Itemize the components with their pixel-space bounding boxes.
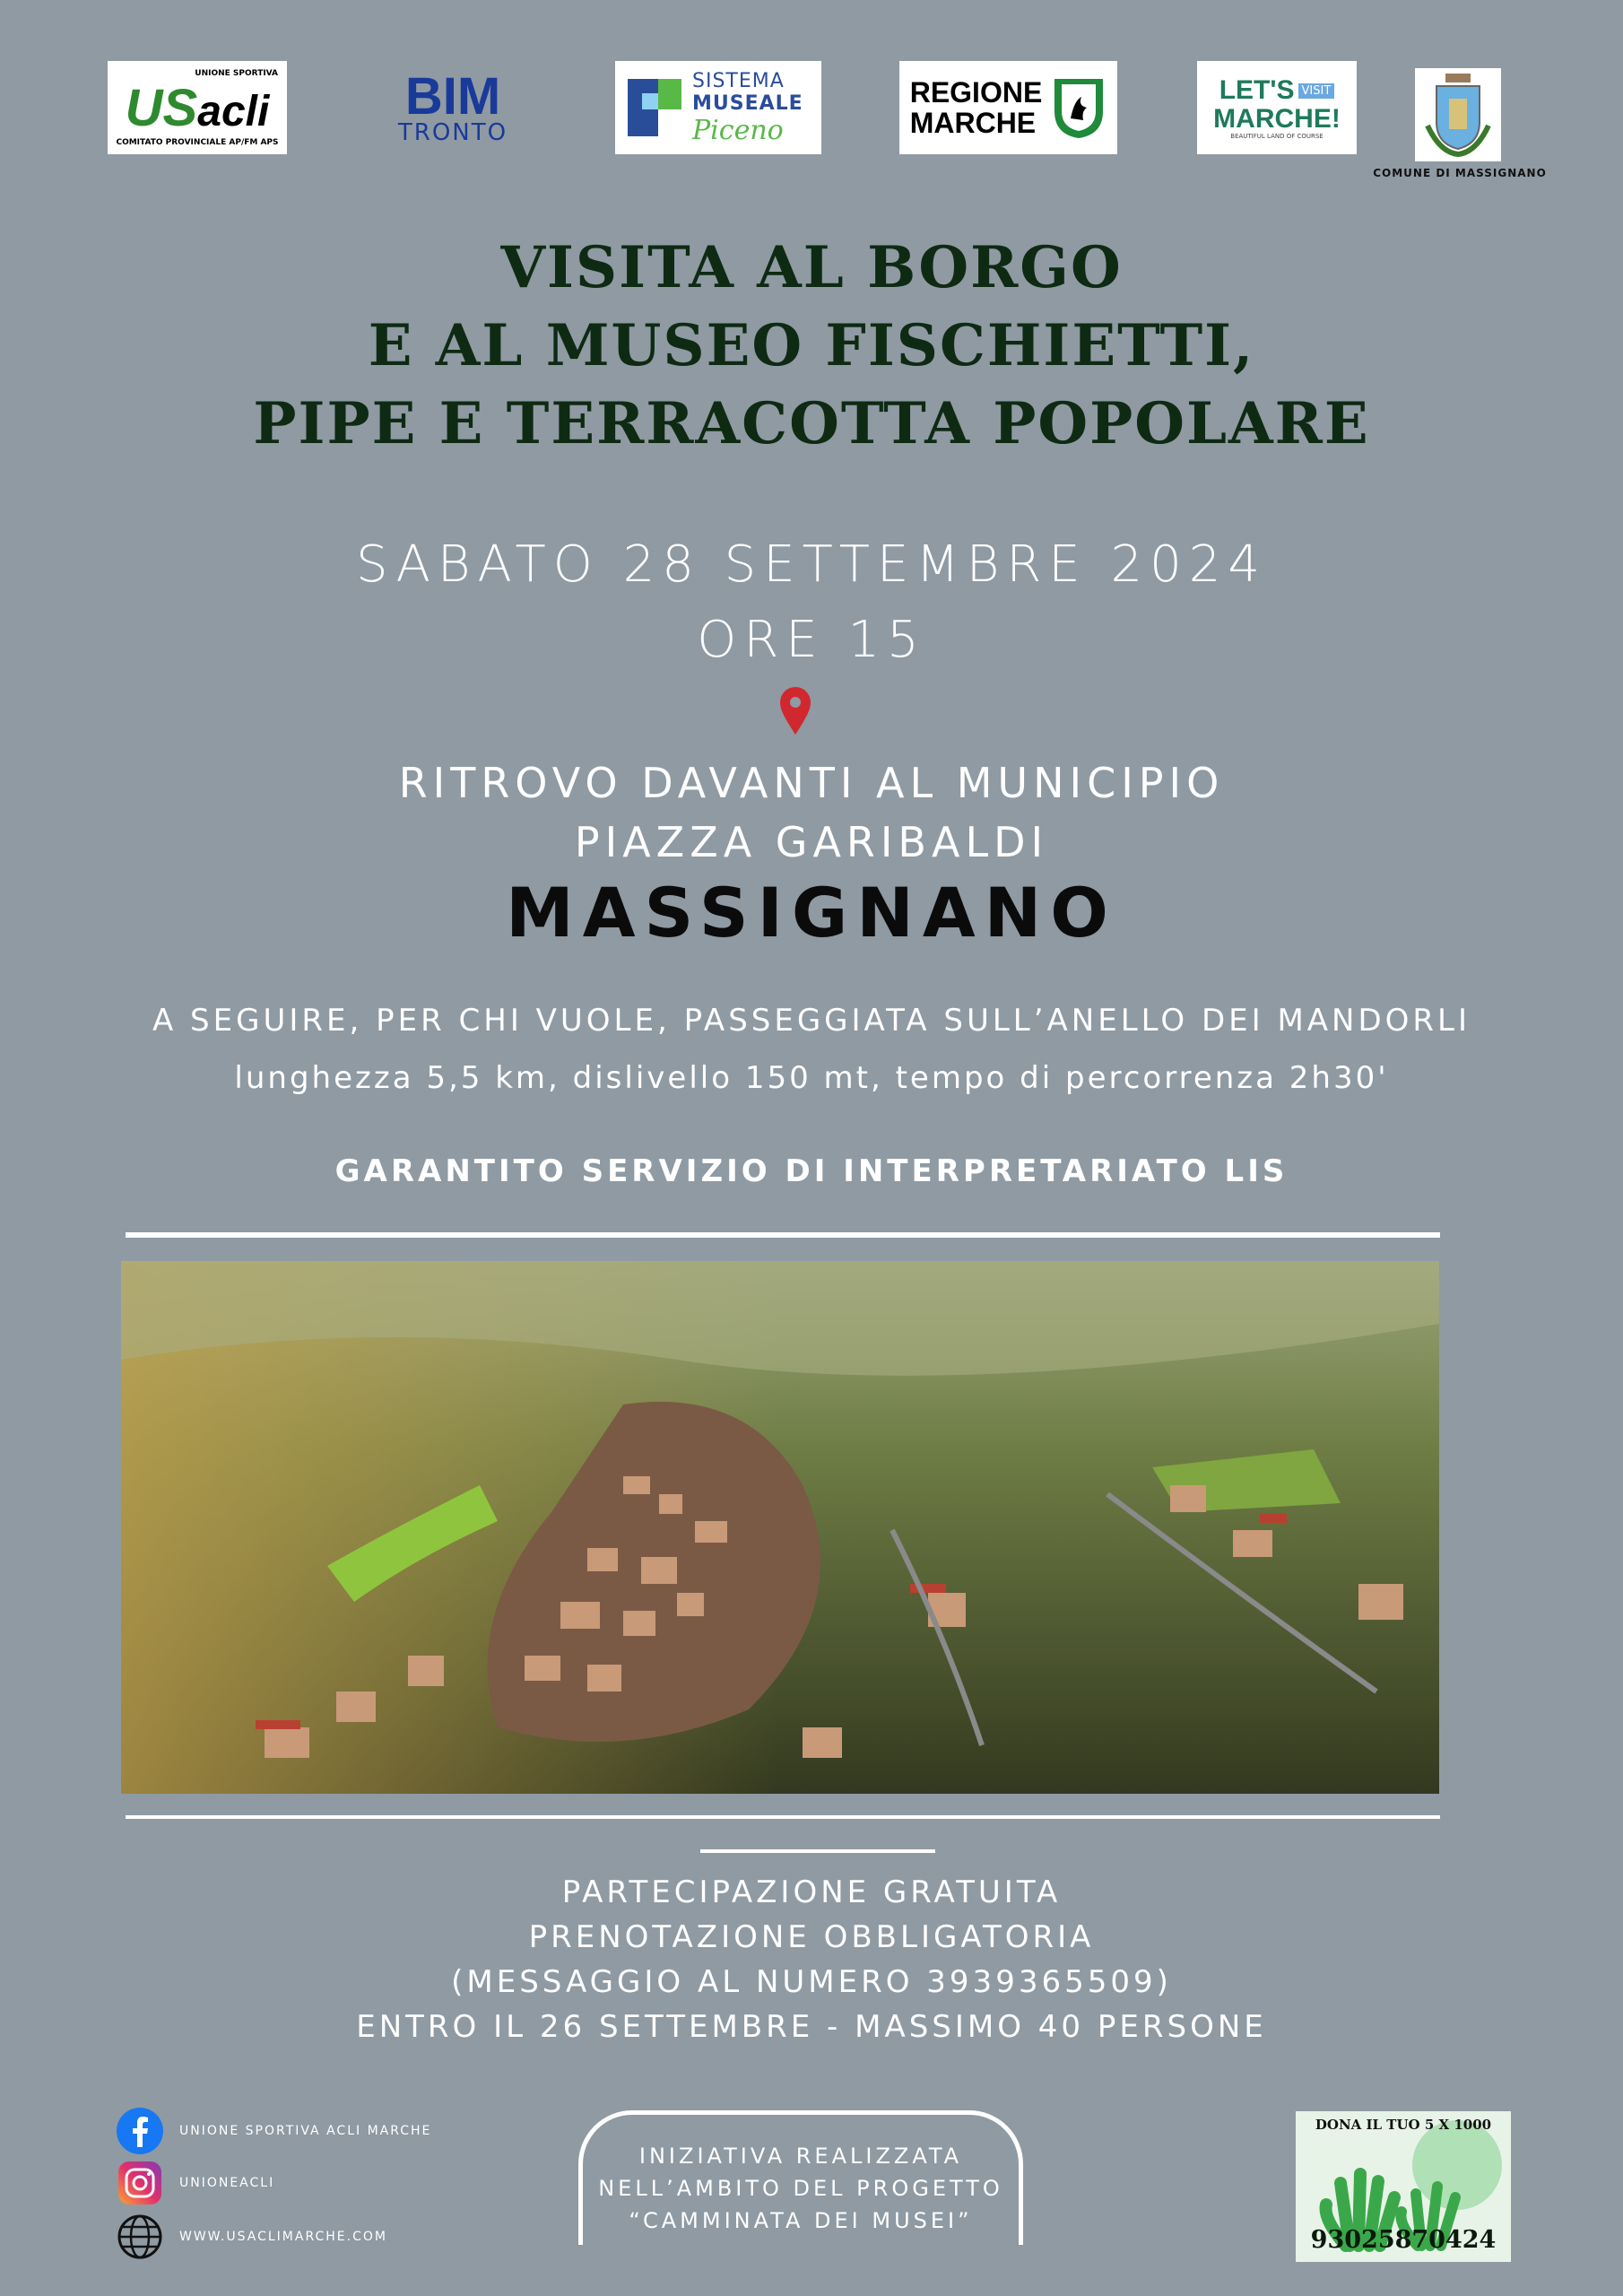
- regione-marche-shield-icon: [1051, 75, 1107, 140]
- facebook-label: UNIONE SPORTIVA ACLI MARCHE: [179, 2124, 432, 2138]
- sistema-museale-mark-icon: [624, 72, 687, 144]
- participation-info: [0, 1870, 1623, 2049]
- participation-line-3: (MESSAGGIO AL NUMERO 3939365509): [451, 1964, 1172, 2000]
- comune-massignano-caption: COMUNE DI MASSIGNANO: [1373, 167, 1547, 179]
- initiative-line-3: “CAMMINATA DEI MUSEI”: [629, 2208, 973, 2233]
- walk-info: A SEGUIRE, PER CHI VUOLE, PASSEGGIATA SULL’ANELLO DEI MANDORLI: [152, 1003, 1471, 1039]
- initiative-line-1: INIZIATIVA REALIZZATA: [638, 2144, 963, 2169]
- event-city: MASSIGNANO: [506, 873, 1117, 952]
- facebook-icon: [117, 2108, 163, 2154]
- lis-service: GARANTITO SERVIZIO DI INTERPRETARIATO LIS: [334, 1153, 1289, 1189]
- usacli-logo: UNIONE SPORTIVA US acli COMITATO PROVINCIALE AP/FM APS: [108, 61, 287, 154]
- instagram-icon: [117, 2160, 163, 2206]
- initiative-box: [578, 2110, 1023, 2245]
- walk-stats: lunghezza 5,5 km, dislivello 150 mt, tempo di percorrenza 2h30': [234, 1060, 1389, 1096]
- location-pin-icon: [778, 686, 812, 736]
- title-line-2: E AL MUSEO FISCHIETTI,: [368, 312, 1255, 379]
- divider-top: [126, 1232, 1440, 1238]
- event-title: [0, 229, 1623, 463]
- instagram-label: UNIONEACLI: [179, 2176, 275, 2190]
- event-date: SABATO 28 SETTEMBRE 2024: [355, 535, 1267, 594]
- website-label: WWW.USACLIMARCHE.COM: [179, 2230, 387, 2244]
- sistema-museale-logo: SISTEMA MUSEALE Piceno: [615, 61, 821, 154]
- social-instagram[interactable]: [117, 2160, 274, 2206]
- participation-line-1: PARTECIPAZIONE GRATUITA: [561, 1874, 1062, 1910]
- globe-icon: [117, 2213, 163, 2260]
- lets-visit-marche-logo: LET'S VISIT MARCHE! BEAUTIFUL LAND OF COURSE: [1197, 61, 1357, 154]
- initiative-line-2: NELL’AMBITO DEL PROGETTO: [598, 2176, 1003, 2201]
- participation-line-2: PRENOTAZIONE OBBLIGATORIA: [528, 1919, 1095, 1955]
- donation-code: 93025870424: [1310, 2226, 1497, 2254]
- comune-massignano-crest: [1415, 68, 1501, 161]
- participation-line-4: ENTRO IL 26 SETTEMBRE - MASSIMO 40 PERSONE: [356, 2009, 1267, 2045]
- regione-marche-logo: REGIONE MARCHE: [899, 61, 1117, 154]
- divider-short: [700, 1849, 935, 1853]
- divider-bottom: [126, 1815, 1440, 1819]
- meeting-line-2: PIAZZA GARIBALDI: [574, 818, 1049, 866]
- crest-icon: [1422, 72, 1494, 158]
- bim-tronto-logo: BIM TRONTO: [397, 67, 508, 146]
- event-datetime: [0, 527, 1623, 678]
- meeting-point: [0, 753, 1623, 872]
- social-facebook[interactable]: [117, 2108, 431, 2154]
- title-line-3: PIPE E TERRACOTTA POPOLARE: [253, 390, 1370, 457]
- donation-heading: DONA IL TUO 5 X 1000: [1315, 2117, 1492, 2133]
- meeting-line-1: RITROVO DAVANTI AL MUNICIPIO: [398, 759, 1225, 807]
- social-website[interactable]: [117, 2213, 387, 2260]
- title-line-1: VISITA AL BORGO: [500, 234, 1123, 301]
- village-aerial-photo: [121, 1261, 1439, 1794]
- event-time: ORE 15: [697, 611, 926, 669]
- donation-5x1000: [1296, 2111, 1511, 2262]
